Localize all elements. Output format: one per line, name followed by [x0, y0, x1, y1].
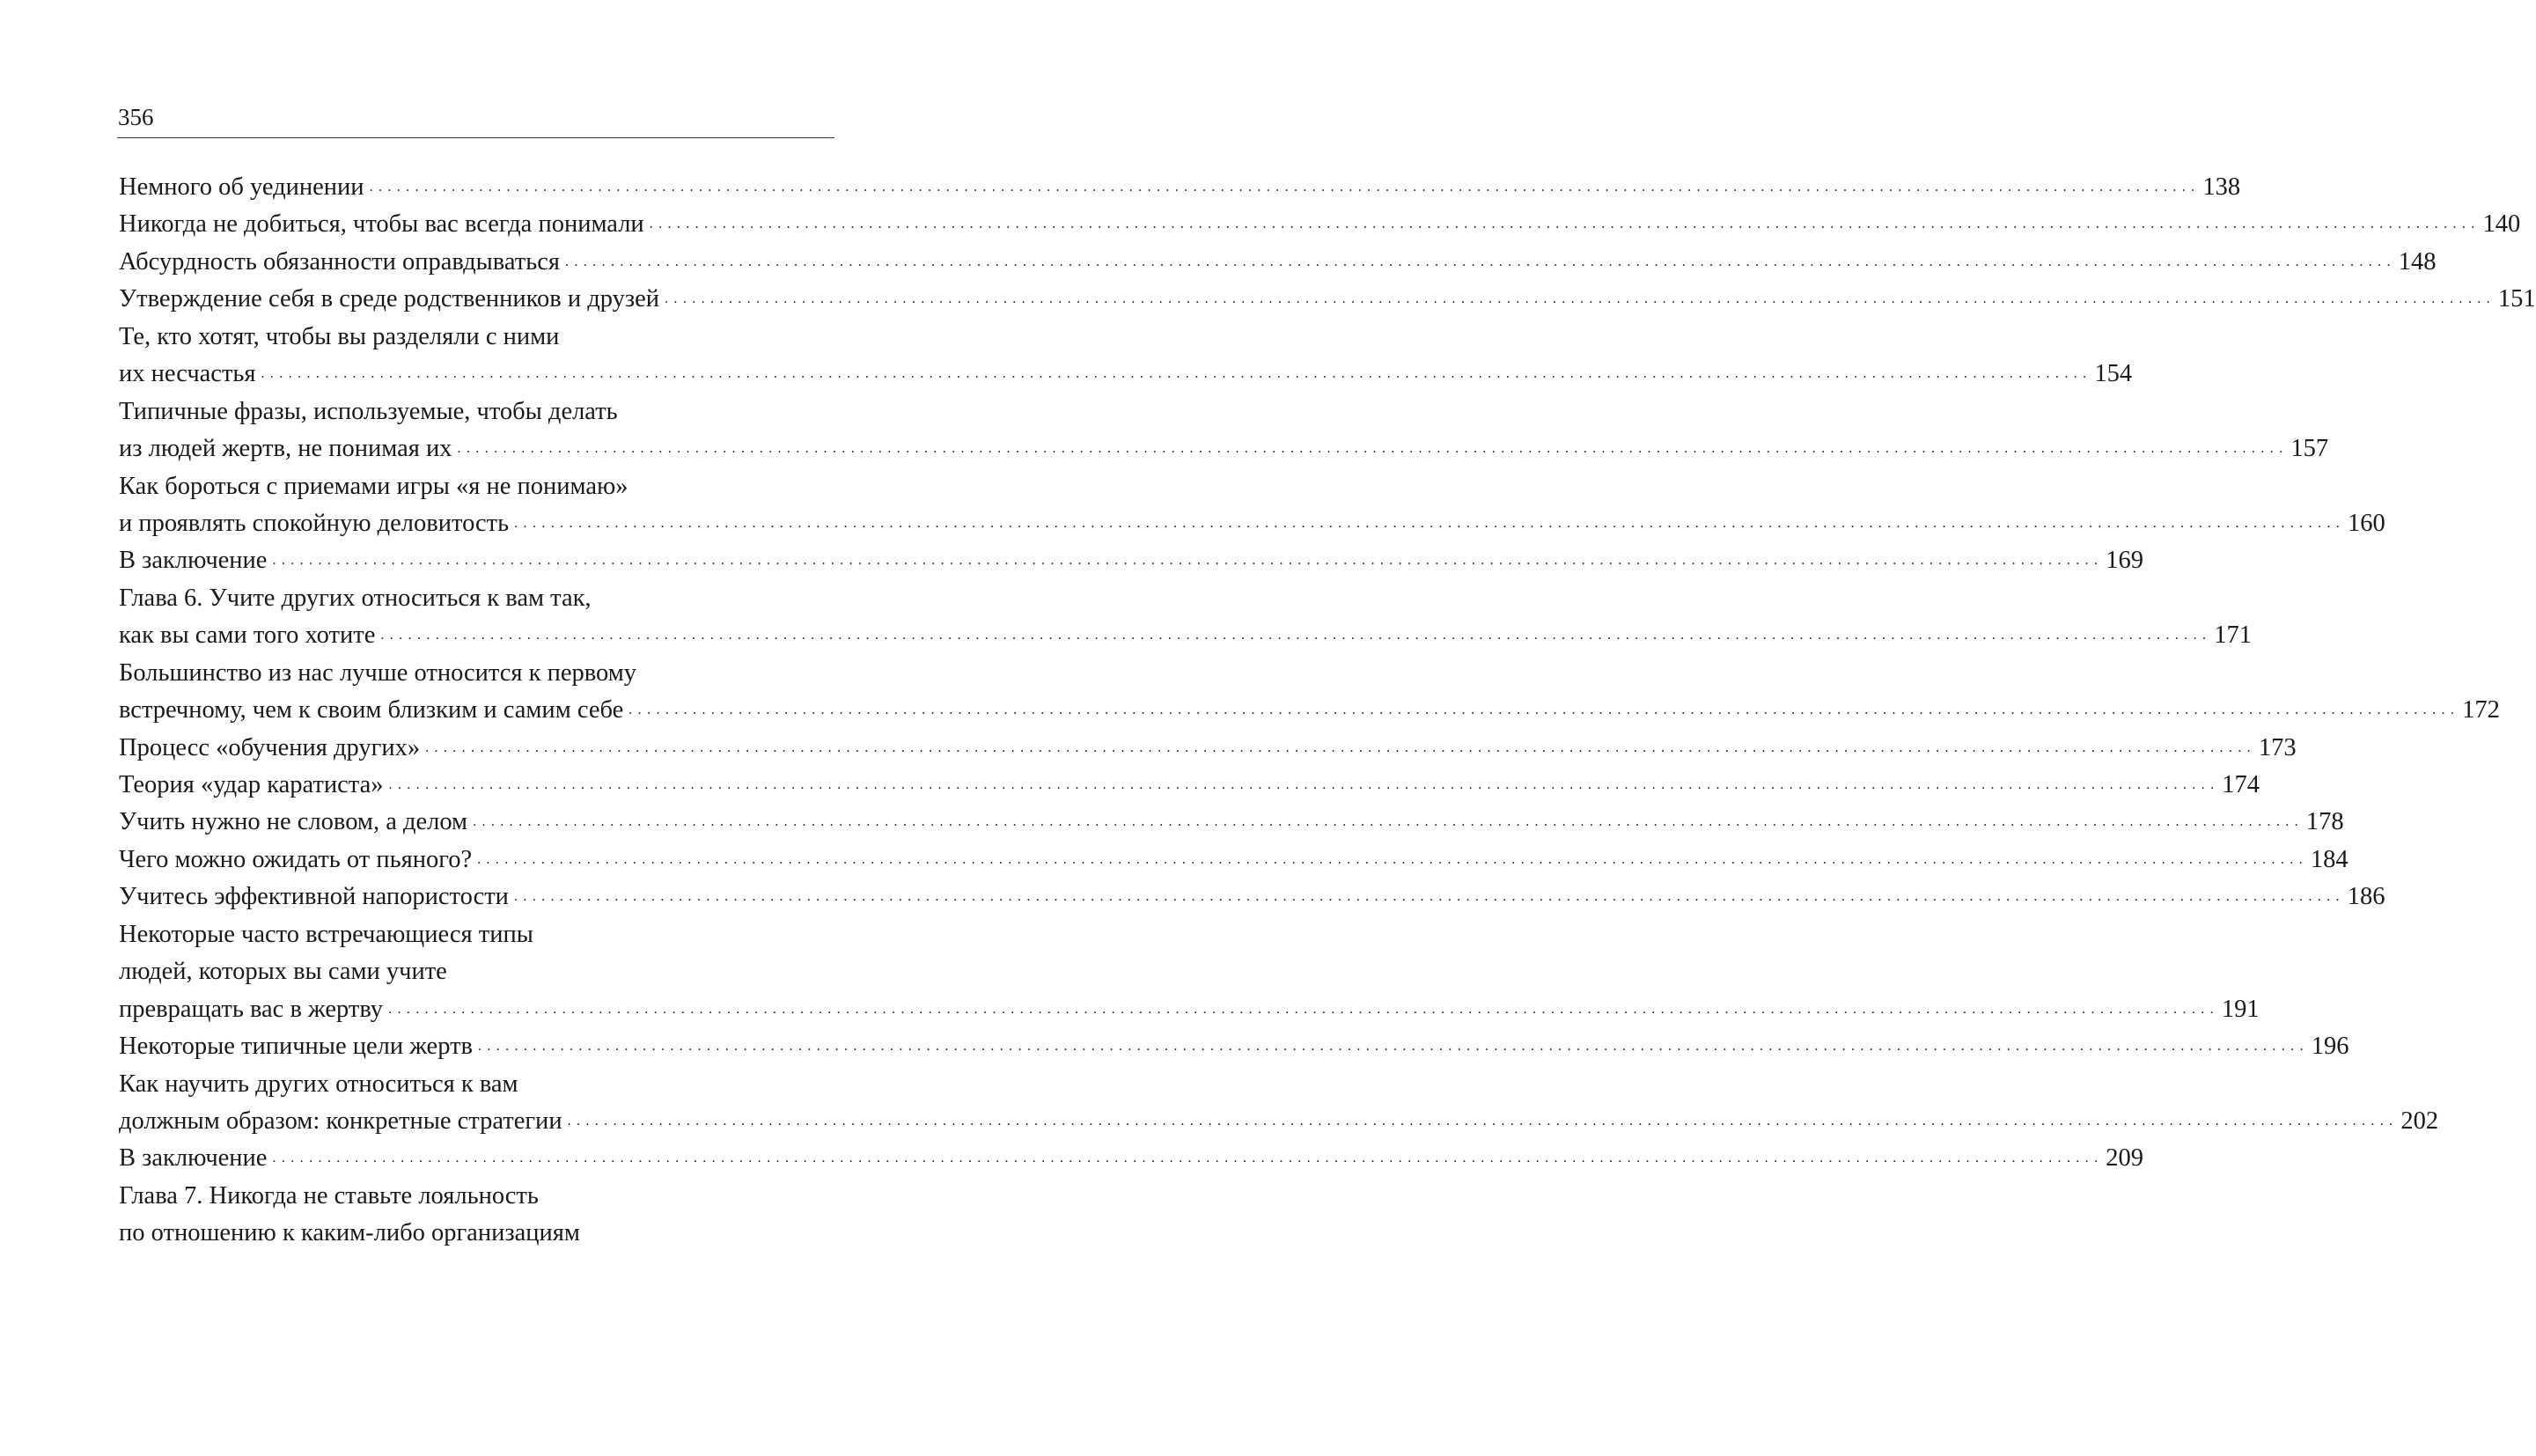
- toc-entry-line: [119, 319, 834, 356]
- toc-entry-line: [119, 916, 834, 953]
- dot-leader: . . . . . . . . . . . . . . . . . . . . . . . . . . . . . . . . . . . . . . . . . . . . . . . . . . . . . . . . . . . . . . . . . . . . . . . . . . . . . . . . . . . . . . . . . . . . . . . . . . . . . . . . . . . . . . . . . . . . . . . . . . . . . . . . . . . . . . . . . . . . . . . . . . . . . . . . . . . . . . . . . . . . . . . . . . . . . . . . . . . . . . . . . . . . . . . . . . . . . . . .: [473, 814, 2299, 830]
- toc-entry-line: [119, 991, 2260, 1028]
- toc-entry-line: [119, 430, 2329, 467]
- toc-entry-page: 169: [2106, 547, 2144, 575]
- toc-entry-title: Процесс «обучения других»: [119, 733, 421, 761]
- dot-leader: . . . . . . . . . . . . . . . . . . . . . . . . . . . . . . . . . . . . . . . . . . . . . . . . . . . . . . . . . . . . . . . . . . . . . . . . . . . . . . . . . . . . . . . . . . . . . . . . . . . . . . . . . . . . . . . . . . . . . . . . . . . . . . . . . . . . . . . . . . . . . . . . . . . . . . . . . . . . . . . . . . . . . . . . . . . . . . . . . . . . . . . . . . . . . . . . . . . . . . . .: [649, 217, 2476, 232]
- toc-entry-page: 154: [2094, 360, 2133, 388]
- dot-leader: . . . . . . . . . . . . . . . . . . . . . . . . . . . . . . . . . . . . . . . . . . . . . . . . . . . . . . . . . . . . . . . . . . . . . . . . . . . . . . . . . . . . . . . . . . . . . . . . . . . . . . . . . . . . . . . . . . . . . . . . . . . . . . . . . . . . . . . . . . . . . . . . . . . . . . . . . . . . . . . . . . . . . . . . . . . . . . . . . . . . . . . . . . . . . . . . . . . . . . . .: [477, 1039, 2304, 1055]
- toc-entry-line: [119, 580, 834, 617]
- dot-leader: . . . . . . . . . . . . . . . . . . . . . . . . . . . . . . . . . . . . . . . . . . . . . . . . . . . . . . . . . . . . . . . . . . . . . . . . . . . . . . . . . . . . . . . . . . . . . . . . . . . . . . . . . . . . . . . . . . . . . . . . . . . . . . . . . . . . . . . . . . . . . . . . . . . . . . . . . . . . . . . . . . . . . . . . . . . . . . . . . . . . . . . . . . . . . . . . . . . . . . . .: [425, 739, 2252, 755]
- toc-entry[interactable]: [119, 1066, 2439, 1141]
- toc-entry-page: 209: [2106, 1144, 2144, 1173]
- toc-entry[interactable]: [119, 580, 2252, 655]
- toc-entry-page: 173: [2258, 733, 2297, 761]
- toc-entry-page: 160: [2347, 509, 2385, 537]
- toc-entry-title: из людей жертв, не понимая их: [119, 435, 452, 463]
- toc-entry-title: должным образом: конкретные стратегии: [119, 1107, 562, 1135]
- toc-entry-title: и проявлять спокойную деловитость: [119, 509, 510, 537]
- page-number: 356: [118, 104, 154, 130]
- toc-entry[interactable]: [119, 169, 2241, 206]
- toc-entry[interactable]: [119, 1140, 2144, 1177]
- dot-leader: . . . . . . . . . . . . . . . . . . . . . . . . . . . . . . . . . . . . . . . . . . . . . . . . . . . . . . . . . . . . . . . . . . . . . . . . . . . . . . . . . . . . . . . . . . . . . . . . . . . . . . . . . . . . . . . . . . . . . . . . . . . . . . . . . . . . . . . . . . . . . . . . . . . . . . . . . . . . . . . . . . . . . . . . . . . . . . . . . . . . . . . . . . . . . . . . . . . . . . . .: [457, 441, 2284, 457]
- toc-entry-title: Учить нужно не словом, а делом: [119, 808, 468, 836]
- toc-entry-page: 171: [2214, 621, 2252, 650]
- dot-leader: . . . . . . . . . . . . . . . . . . . . . . . . . . . . . . . . . . . . . . . . . . . . . . . . . . . . . . . . . . . . . . . . . . . . . . . . . . . . . . . . . . . . . . . . . . . . . . . . . . . . . . . . . . . . . . . . . . . . . . . . . . . . . . . . . . . . . . . . . . . . . . . . . . . . . . . . . . . . . . . . . . . . . . . . . . . . . . . . . . . . . . . . . . . . . . . . . . . . . . . .: [388, 777, 2216, 792]
- toc-entry-title: их несчастья: [119, 360, 256, 388]
- toc-entry-title: Некоторые типичные цели жертв: [119, 1033, 473, 1061]
- table-of-contents: [119, 169, 2536, 1253]
- toc-entry-title: как вы сами того хотите: [119, 621, 376, 650]
- toc-entry-title: Учитесь эффективной напористости: [119, 883, 509, 911]
- toc-entry-page: 138: [2202, 173, 2241, 201]
- toc-entry[interactable]: [119, 542, 2144, 579]
- toc-entry-line: [119, 879, 2385, 916]
- toc-entry[interactable]: [119, 730, 2297, 767]
- dot-leader: . . . . . . . . . . . . . . . . . . . . . . . . . . . . . . . . . . . . . . . . . . . . . . . . . . . . . . . . . . . . . . . . . . . . . . . . . . . . . . . . . . . . . . . . . . . . . . . . . . . . . . . . . . . . . . . . . . . . . . . . . . . . . . . . . . . . . . . . . . . . . . . . . . . . . . . . . . . . . . . . . . . . . . . . . . . . . . . . . . . . . . . . . . . . . . . . . . . . . . . .: [665, 291, 2491, 307]
- toc-entry-line: [119, 730, 2297, 767]
- toc-entry-page: 157: [2290, 435, 2329, 463]
- toc-entry-title: Теория «удар каратиста»: [119, 771, 384, 798]
- toc-entry-line: [119, 767, 2260, 804]
- toc-entry-title: Глава 7. Никогда не ставьте лояльность: [119, 1181, 539, 1210]
- toc-entry[interactable]: [119, 1028, 2349, 1065]
- toc-entry-title: Большинство из нас лучше относится к первому: [119, 658, 636, 687]
- toc-entry-line: [119, 169, 2241, 206]
- dot-leader: . . . . . . . . . . . . . . . . . . . . . . . . . . . . . . . . . . . . . . . . . . . . . . . . . . . . . . . . . . . . . . . . . . . . . . . . . . . . . . . . . . . . . . . . . . . . . . . . . . . . . . . . . . . . . . . . . . . . . . . . . . . . . . . . . . . . . . . . . . . . . . . . . . . . . . . . . . . . . . . . . . . . . . . . . . . . . . . . . . . . . . . . . . . . . . . . . . . . . . . .: [628, 702, 2456, 718]
- toc-entry[interactable]: [119, 393, 2329, 468]
- toc-entry-line: [119, 206, 2521, 243]
- toc-entry-line: [119, 804, 2344, 841]
- toc-entry-title: Глава 6. Учите других относиться к вам так,: [119, 584, 592, 612]
- toc-entry-title: Некоторые часто встречающиеся типы: [119, 920, 533, 948]
- toc-entry[interactable]: [119, 281, 2536, 318]
- toc-entry-title: встречному, чем к своим близким и самим себе: [119, 696, 624, 724]
- toc-entry-page: 186: [2347, 883, 2385, 911]
- toc-entry-line: [119, 953, 834, 990]
- dot-leader: . . . . . . . . . . . . . . . . . . . . . . . . . . . . . . . . . . . . . . . . . . . . . . . . . . . . . . . . . . . . . . . . . . . . . . . . . . . . . . . . . . . . . . . . . . . . . . . . . . . . . . . . . . . . . . . . . . . . . . . . . . . . . . . . . . . . . . . . . . . . . . . . . . . . . . . . . . . . . . . . . . . . . . . . . . . . . . . . . . . . . . . . . . . . . . . . . . . . . . . .: [514, 515, 2341, 531]
- toc-entry-page: 202: [2400, 1107, 2439, 1135]
- dot-leader: . . . . . . . . . . . . . . . . . . . . . . . . . . . . . . . . . . . . . . . . . . . . . . . . . . . . . . . . . . . . . . . . . . . . . . . . . . . . . . . . . . . . . . . . . . . . . . . . . . . . . . . . . . . . . . . . . . . . . . . . . . . . . . . . . . . . . . . . . . . . . . . . . . . . . . . . . . . . . . . . . . . . . . . . . . . . . . . . . . . . . . . . . . . . . . . . . . . . . . . .: [261, 366, 2088, 382]
- toc-entry[interactable]: [119, 655, 2500, 730]
- toc-entry[interactable]: [119, 319, 2133, 393]
- toc-entry[interactable]: [119, 767, 2260, 804]
- dot-leader: . . . . . . . . . . . . . . . . . . . . . . . . . . . . . . . . . . . . . . . . . . . . . . . . . . . . . . . . . . . . . . . . . . . . . . . . . . . . . . . . . . . . . . . . . . . . . . . . . . . . . . . . . . . . . . . . . . . . . . . . . . . . . . . . . . . . . . . . . . . . . . . . . . . . . . . . . . . . . . . . . . . . . . . . . . . . . . . . . . . . . . . . . . . . . . . . . . . . . . . .: [380, 628, 2208, 643]
- toc-entry-line: [119, 1178, 834, 1215]
- header-rule: [117, 137, 834, 138]
- toc-entry-title: Никогда не добиться, чтобы вас всегда понимали: [119, 210, 644, 239]
- toc-entry-line: [119, 692, 2500, 729]
- toc-entry-page: 184: [2310, 845, 2349, 873]
- toc-entry-line: [119, 1066, 834, 1103]
- toc-entry-line: [119, 542, 2144, 579]
- toc-entry[interactable]: [119, 468, 2385, 543]
- toc-entry-page: 151: [2497, 285, 2536, 313]
- toc-entry-line: [119, 1215, 834, 1252]
- toc-entry-title: Типичные фразы, используемые, чтобы делать: [119, 397, 618, 425]
- toc-entry[interactable]: [119, 1178, 834, 1253]
- toc-entry-line: [119, 1140, 2144, 1177]
- toc-entry[interactable]: [119, 842, 2349, 879]
- toc-entry[interactable]: [119, 916, 2260, 1028]
- toc-entry-title: Утверждение себя в среде родственников и друзей: [119, 285, 660, 313]
- toc-entry-line: [119, 655, 834, 692]
- toc-entry-title: превращать вас в жертву: [119, 995, 384, 1023]
- dot-leader: . . . . . . . . . . . . . . . . . . . . . . . . . . . . . . . . . . . . . . . . . . . . . . . . . . . . . . . . . . . . . . . . . . . . . . . . . . . . . . . . . . . . . . . . . . . . . . . . . . . . . . . . . . . . . . . . . . . . . . . . . . . . . . . . . . . . . . . . . . . . . . . . . . . . . . . . . . . . . . . . . . . . . . . . . . . . . . . . . . . . . . . . . . . . . . . . . . . . . . . .: [477, 851, 2304, 867]
- toc-entry-line: [119, 842, 2349, 879]
- toc-entry-line: [119, 468, 834, 505]
- toc-entry-title: Как бороться с приемами игры «я не понимаю»: [119, 472, 628, 500]
- toc-entry-line: [119, 356, 2133, 393]
- dot-leader: . . . . . . . . . . . . . . . . . . . . . . . . . . . . . . . . . . . . . . . . . . . . . . . . . . . . . . . . . . . . . . . . . . . . . . . . . . . . . . . . . . . . . . . . . . . . . . . . . . . . . . . . . . . . . . . . . . . . . . . . . . . . . . . . . . . . . . . . . . . . . . . . . . . . . . . . . . . . . . . . . . . . . . . . . . . . . . . . . . . . . . . . . . . . . . . . . . . . . . . .: [272, 553, 2099, 569]
- toc-entry-title: по отношению к каким-либо организациям: [119, 1219, 580, 1247]
- toc-entry-title: В заключение: [119, 547, 268, 575]
- dot-leader: . . . . . . . . . . . . . . . . . . . . . . . . . . . . . . . . . . . . . . . . . . . . . . . . . . . . . . . . . . . . . . . . . . . . . . . . . . . . . . . . . . . . . . . . . . . . . . . . . . . . . . . . . . . . . . . . . . . . . . . . . . . . . . . . . . . . . . . . . . . . . . . . . . . . . . . . . . . . . . . . . . . . . . . . . . . . . . . . . . . . . . . . . . . . . . . . . . . . . . . .: [564, 254, 2392, 269]
- toc-entry-page: 174: [2222, 771, 2260, 798]
- toc-entry-line: [119, 244, 2437, 281]
- toc-entry-page: 140: [2482, 210, 2521, 239]
- toc-entry-title: В заключение: [119, 1144, 268, 1173]
- dot-leader: . . . . . . . . . . . . . . . . . . . . . . . . . . . . . . . . . . . . . . . . . . . . . . . . . . . . . . . . . . . . . . . . . . . . . . . . . . . . . . . . . . . . . . . . . . . . . . . . . . . . . . . . . . . . . . . . . . . . . . . . . . . . . . . . . . . . . . . . . . . . . . . . . . . . . . . . . . . . . . . . . . . . . . . . . . . . . . . . . . . . . . . . . . . . . . . . . . . . . . . .: [567, 1113, 2394, 1129]
- toc-entry-title: Немного об уединении: [119, 173, 364, 201]
- toc-entry-line: [119, 1103, 2439, 1140]
- toc-entry[interactable]: [119, 244, 2437, 281]
- toc-entry-line: [119, 505, 2385, 542]
- toc-entry-line: [119, 393, 834, 430]
- toc-entry-page: 196: [2311, 1033, 2349, 1061]
- toc-entry-page: 191: [2221, 995, 2260, 1023]
- toc-entry[interactable]: [119, 804, 2344, 841]
- toc-entry-page: 148: [2398, 247, 2437, 276]
- toc-entry-line: [119, 1028, 2349, 1065]
- toc-entry-title: Абсурдность обязанности оправдываться: [119, 247, 560, 276]
- toc-entry-title: Как научить других относиться к вам: [119, 1070, 518, 1098]
- toc-entry-page: 178: [2305, 808, 2344, 836]
- toc-entry-line: [119, 281, 2536, 318]
- toc-entry[interactable]: [119, 879, 2385, 916]
- dot-leader: . . . . . . . . . . . . . . . . . . . . . . . . . . . . . . . . . . . . . . . . . . . . . . . . . . . . . . . . . . . . . . . . . . . . . . . . . . . . . . . . . . . . . . . . . . . . . . . . . . . . . . . . . . . . . . . . . . . . . . . . . . . . . . . . . . . . . . . . . . . . . . . . . . . . . . . . . . . . . . . . . . . . . . . . . . . . . . . . . . . . . . . . . . . . . . . . . . . . . . . .: [272, 1151, 2099, 1166]
- toc-entry-title: Чего можно ожидать от пьяного?: [119, 845, 473, 873]
- toc-entry-title: людей, которых вы сами учите: [119, 958, 447, 986]
- toc-entry-page: 172: [2462, 696, 2500, 724]
- dot-leader: . . . . . . . . . . . . . . . . . . . . . . . . . . . . . . . . . . . . . . . . . . . . . . . . . . . . . . . . . . . . . . . . . . . . . . . . . . . . . . . . . . . . . . . . . . . . . . . . . . . . . . . . . . . . . . . . . . . . . . . . . . . . . . . . . . . . . . . . . . . . . . . . . . . . . . . . . . . . . . . . . . . . . . . . . . . . . . . . . . . . . . . . . . . . . . . . . . . . . . . .: [369, 180, 2196, 195]
- dot-leader: . . . . . . . . . . . . . . . . . . . . . . . . . . . . . . . . . . . . . . . . . . . . . . . . . . . . . . . . . . . . . . . . . . . . . . . . . . . . . . . . . . . . . . . . . . . . . . . . . . . . . . . . . . . . . . . . . . . . . . . . . . . . . . . . . . . . . . . . . . . . . . . . . . . . . . . . . . . . . . . . . . . . . . . . . . . . . . . . . . . . . . . . . . . . . . . . . . . . . . . .: [513, 889, 2341, 905]
- toc-entry[interactable]: [119, 206, 2521, 243]
- toc-entry-title: Те, кто хотят, чтобы вы разделяли с ними: [119, 322, 560, 350]
- dot-leader: . . . . . . . . . . . . . . . . . . . . . . . . . . . . . . . . . . . . . . . . . . . . . . . . . . . . . . . . . . . . . . . . . . . . . . . . . . . . . . . . . . . . . . . . . . . . . . . . . . . . . . . . . . . . . . . . . . . . . . . . . . . . . . . . . . . . . . . . . . . . . . . . . . . . . . . . . . . . . . . . . . . . . . . . . . . . . . . . . . . . . . . . . . . . . . . . . . . . . . . .: [388, 1001, 2215, 1017]
- toc-entry-line: [119, 617, 2252, 654]
